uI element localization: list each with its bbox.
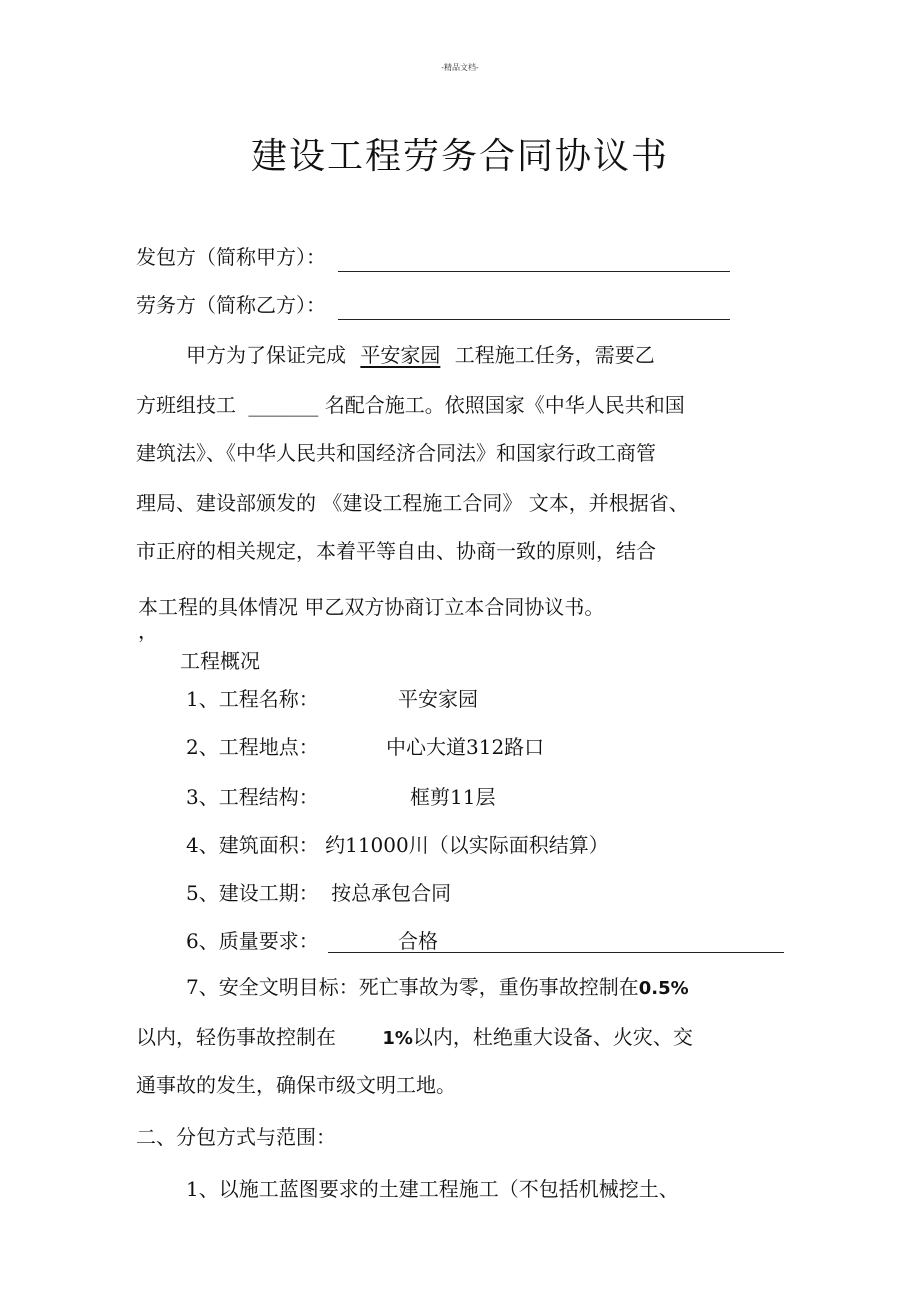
detail-item-quality <box>186 926 319 956</box>
preamble-line-6: 本工程的具体情况 甲乙双方协商订立本合同协议书。 <box>138 595 605 619</box>
preamble-line-4: 理局、建设部颁发的 《建设工程施工合同》 文本，并根据省、 <box>136 491 689 515</box>
detail-item-location <box>186 732 319 762</box>
section-2-heading: 二、分包方式与范围： <box>136 1125 336 1149</box>
minor-injury-rate: 1% <box>382 1028 413 1049</box>
serious-injury-rate: 0.5% <box>638 978 689 999</box>
detail-label: 6、质量要求： <box>186 929 319 953</box>
detail-label: 5、建设工期： <box>186 881 319 905</box>
preamble-text: 名配合施工。依照国家《中华人民共和国 <box>324 393 685 417</box>
detail-label: 1、工程名称： <box>186 687 319 711</box>
section-1-heading-clipped <box>180 649 290 676</box>
detail-value-area: 约11000川（以实际面积结算） <box>325 833 609 857</box>
detail-label: 3、工程结构： <box>186 785 319 809</box>
page-header: -精品文档- <box>441 63 479 72</box>
detail-value-structure: 框剪11层 <box>410 785 496 809</box>
quality-underline <box>328 926 784 953</box>
document-title: 建设工程劳务合同协议书 <box>250 136 669 177</box>
safety-line-1 <box>186 972 689 1004</box>
preamble-stray-comma: ， <box>138 619 158 643</box>
detail-value-quality: 合格 <box>398 929 438 953</box>
preamble-text: 甲方为了保证完成 <box>186 343 346 367</box>
detail-item-area <box>186 830 609 860</box>
detail-value-location: 中心大道312路口 <box>386 735 545 759</box>
preamble-text: 工程施工任务，需要乙 <box>454 343 655 367</box>
party-b-row <box>136 290 730 320</box>
detail-item-name <box>186 684 319 714</box>
safety-text: 以内，轻伤事故控制在 <box>136 1025 336 1049</box>
safety-text: 以内，杜绝重大设备、火灾、交 <box>412 1025 693 1049</box>
project-name-underlined: 平安家园 <box>360 343 441 367</box>
worker-count-blank: _______ <box>248 393 319 417</box>
party-b-label: 劳务方（简称乙方）： <box>136 293 326 317</box>
safety-line-2 <box>136 1022 693 1054</box>
preamble-line-3: 建筑法》、《中华人民共和国经济合同法》和国家行政工商管 <box>136 441 656 465</box>
preamble-line-1 <box>186 340 655 370</box>
safety-line-3: 通事故的发生，确保市级文明工地。 <box>136 1073 456 1097</box>
party-a-row <box>136 242 730 272</box>
party-b-blank[interactable] <box>338 299 730 320</box>
detail-value-name: 平安家园 <box>398 687 478 711</box>
detail-item-duration <box>186 878 451 908</box>
preamble-text: 方班组技工 <box>136 393 236 417</box>
section-1-heading-text: 工程概况 <box>180 649 260 673</box>
detail-item-structure <box>186 782 319 812</box>
section-2-item-1: 1、以施工蓝图要求的土建工程施工（不包括机械挖土、 <box>186 1177 679 1201</box>
detail-label: 4、建筑面积： <box>186 833 319 857</box>
detail-label: 2、工程地点： <box>186 735 319 759</box>
detail-value-duration: 按总承包合同 <box>331 881 452 905</box>
safety-text: 7、安全文明目标：死亡事故为零，重伤事故控制在 <box>186 975 639 999</box>
party-a-blank[interactable] <box>338 251 730 272</box>
party-a-label: 发包方（简称甲方）： <box>136 245 326 269</box>
preamble-line-2 <box>136 390 685 420</box>
preamble-line-5: 市正府的相关规定，本着平等自由、协商一致的原则，结合 <box>136 539 656 563</box>
